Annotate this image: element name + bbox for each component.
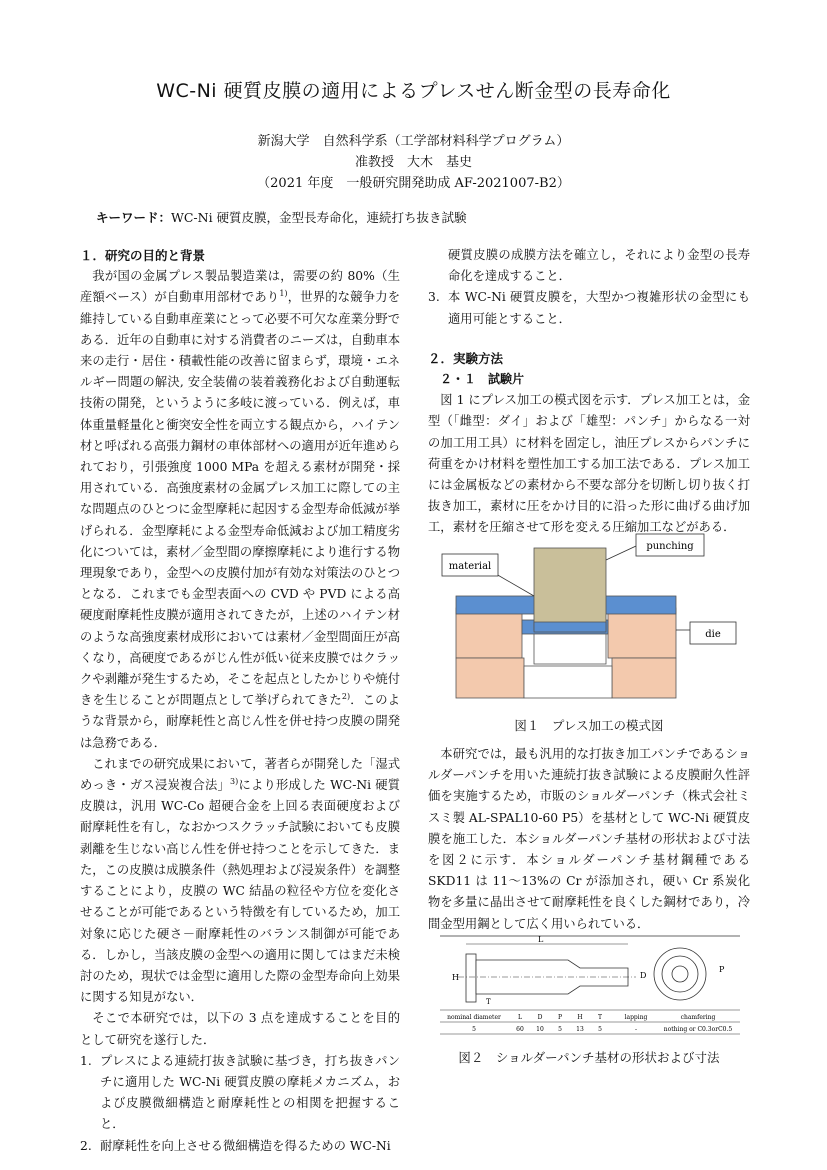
keywords-line [96,208,467,226]
table-header-1: L [518,1014,522,1021]
objective-item-3: 3. 本 WC-Ni 硬質皮膜を，大型かつ複雑形状の金型にも適用可能とすること． [428,290,750,326]
die-gap-lower [524,666,612,698]
objective-item-2: 2. 耐摩耗性を向上させる微細構造を得るための WC-Ni [80,1136,400,1157]
dim-L: L [538,935,544,944]
punch-head [466,954,476,1002]
table-cell-4: 13 [576,1026,584,1033]
objective-item-2-part: 耐摩耗性を向上させる微細構造を得るための WC-Ni [100,1138,391,1153]
right-column-top [428,245,750,539]
affiliation: 新潟大学 自然科学系（工学部材料科学プログラム） [257,134,570,149]
dim-H: H [452,973,459,982]
keywords-text: WC-Ni 硬質皮膜，金型長寿命化，連続打ち抜き試験 [171,210,467,225]
section-2-1-heading: ２・１ 試験片 [440,372,525,387]
sec2-paragraph-1: 図 1 にプレス加工の模式図を示す．プレス加工とは，金型（「雌型：ダイ」および「雄型：パンチ」からなる一対の加工用工具）に材料を固定し，油圧プレスからパンチに荷重をかけ材料を塑性加工する加工法である．プレス加工には金属板などの素材から不要な部分を切断し切り抜く打抜き加工，素材に圧をかけ目的に沿った形に曲げる曲げ加工，素材を圧縮させて形を変える圧縮加工などがある． [428,393,750,535]
table-header-7: chamfering [680,1014,716,1021]
die-left-upper [456,608,522,658]
table-cell-5: 5 [598,1026,602,1033]
die-gap-upper [534,634,606,664]
paper-title: WC-Ni 硬質皮膜の適用によるプレスせん断金型の長寿命化 [156,80,671,102]
end-view-inner [672,966,688,982]
left-column [80,245,400,1157]
material-label: material [448,561,492,572]
objective-item-2-cont: 硬質皮膜の成膜方法を確立し，それにより金型の長寿命化を達成すること． [448,248,750,284]
ref-3: 3) [230,776,239,786]
die-right-lower [612,658,676,698]
die-label: die [705,629,721,640]
objective-item-1: 1. プレスによる連続打抜き試験に基づき，打ち抜きパンチに適用した WC-Ni 硬質皮膜の摩耗メカニズム，および皮膜微細構造と耐摩耗性との相関を把握すること． [80,1053,400,1132]
dim-P: P [719,965,725,974]
figure-1-caption: 図１ プレス加工の模式図 [514,718,664,733]
dimension-table [447,1014,732,1033]
table-header-6: lapping [624,1014,648,1021]
sec1-paragraph-3: そこで本研究では，以下の 3 点を達成することを目的として研究を遂行した． [80,1011,400,1047]
ref-1: 1) [279,289,288,299]
die-left-lower [456,658,524,698]
table-cell-6: - [634,1026,638,1033]
dim-T: T [486,998,491,1006]
punch-block [534,548,606,630]
die-right-upper [608,608,676,658]
right-column-bottom [428,744,750,935]
grant-info: （2021 年度 一般研究開発助成 AF-2021007-B2） [257,176,570,191]
table-cell-7: nothing or C0.3orC0.5 [663,1026,733,1033]
table-cell-2: 10 [536,1026,544,1033]
author: 准教授 大木 基史 [354,155,472,170]
ref-2: 2) [341,692,351,702]
table-header-2: D [537,1014,543,1021]
sec1-paragraph-2: これまでの研究成果において，著者らが開発した「湿式めっき・ガス浸炭複合法」$^{3)}$により形成した WC-Ni 硬質皮膜は，汎用 WC-Co 超硬合金を上回る表面硬度および耐摩耗性を有し，なおかつスクラッチ試験においても皮膜剥離を生じない高じん性を併せ持つことを示してきた．また，この皮膜は成膜条件（熱処理および浸炭条件）を調整することにより，皮膜の WC 結晶の粒径や方位を変化させることが可能であるという特徴を有しているため，加工対象に応じた硬さ－耐摩耗性のバランス制御が可能である．しかし，当該皮膜の金型への適用に関してはまだ未検討のため，現状では金型に適用した際の金型寿命向上効果に関する知見がない． [80,756,400,1005]
punch-label: punching [646,541,694,552]
table-cell-1: 60 [516,1026,524,1033]
section-1-heading: １．研究の目的と背景 [80,248,206,263]
sec2-paragraph-2: 本研究では，最も汎用的な打抜き加工パンチであるショルダーパンチを用いた連続打抜き試験による皮膜耐久性評価を実施するため，市販のショルダーパンチ（株式会社ミスミ製 AL-SPAL10-60 P5）を基材として WC-Ni 硬質皮膜を施工した．本ショルダーパンチ基材の形状および寸法を図２に示す．本ショルダーパンチ基材鋼種である SKD11 は 11～13%の Cr が添加され，硬い Cr 系炭化物を多量に晶出させて耐摩耗性を良くした鋼材であり，冷間金型用鋼として広く用いられている． [428,747,750,931]
dim-D: D [640,971,647,980]
table-header-4: H [577,1014,583,1021]
figure-2-punch-drawing [440,934,740,1044]
figure-1-press-diagram [436,530,748,702]
section-2-heading: ２．実験方法 [428,350,504,366]
figure-2-caption: 図２ ショルダーパンチ基材の形状および寸法 [458,1050,720,1065]
sec1-paragraph-1: 我が国の金属プレス製品製造業は，需要の約 80%（生産額ベース）が自動車用部材であり$^{1)}$，世界的な競争力を維持している自動車産業にとって必要不可欠な産業分野である．近年の自動車に対する消費者のニーズは，自動車本来の走行・居住・積載性能の改善に留まらず，環境・エネルギー問題の解決, 安全装備の装着義務化および自動運転技術の開発，というように多岐に渡っている．例えば，車体重量軽量化と衝突安全性を両立する観点から，ハイテン材と呼ばれる高張力鋼材の車体部材への適用が近年進められており，引張強度 1000 MPa を超える素材が開発・採用されている．高強度素材の金属プレス加工に際しての主な問題点のひとつに金型摩耗に起因する金型寿命低減が挙げられる．金型摩耗による金型寿命低減および加工精度劣化については，素材／金型間の摩擦摩耗により進行する物理現象であり，金型への皮膜付加が有効な対策法のひとつとなる．これまでも金型表面への CVD や PVD による高硬度耐摩耗性皮膜が適用されてきたが，上述のハイテン材のような高強度素材成形においては素材／金型間面圧が高くなり，高硬度であるがじん性が低い従来皮膜ではクラックや剥離が発生するため，そこを起点としたかじりや焼付きを生じることが問題点として挙げられてきた$^{2)}$．このような背景から，耐摩耗性と高じん性を併せ持つ皮膜の開発は急務である． [80,269,400,750]
table-cell-3: 5 [558,1026,562,1033]
table-header-0: nominal diameter [447,1014,501,1021]
table-header-3: P [557,1014,563,1021]
punched-slug [534,622,606,632]
table-header-5: T [597,1014,603,1021]
table-cell-0: 5 [472,1026,476,1033]
keywords-label: キーワード： [96,210,172,225]
